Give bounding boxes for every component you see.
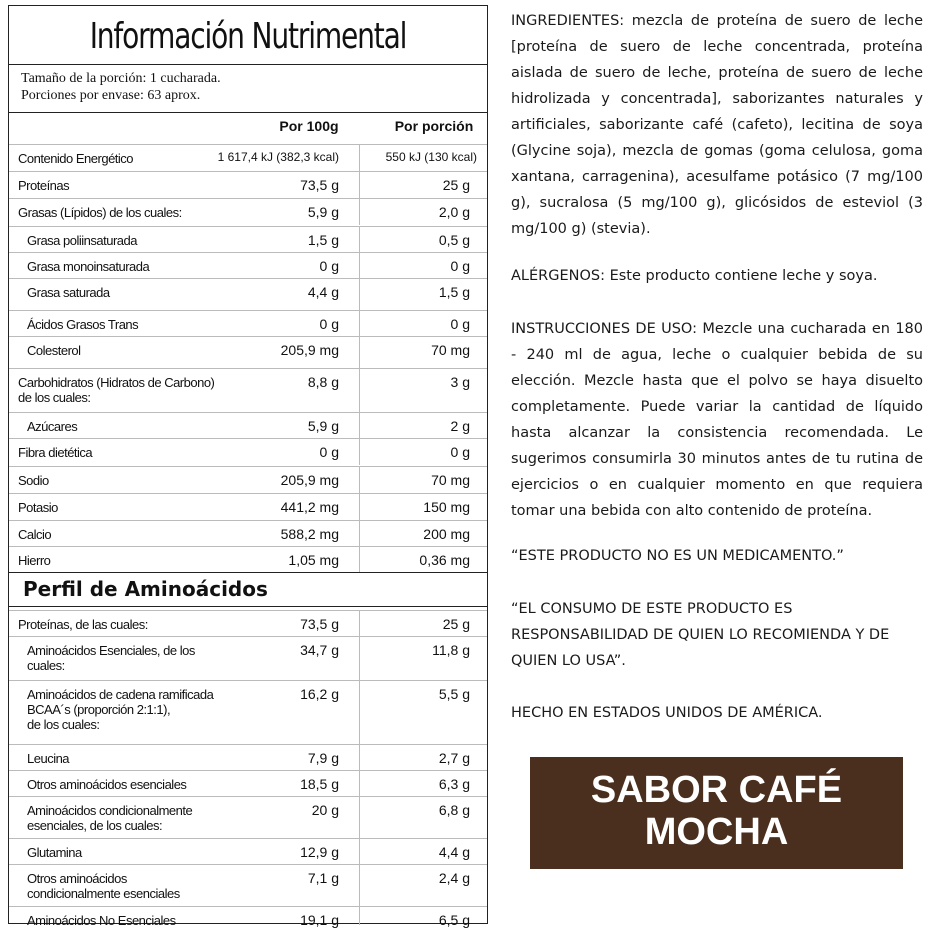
amino-label-line: Aminoácidos de cadena ramificada — [27, 687, 214, 702]
column-divider — [359, 369, 360, 413]
amino-label-line: condicionalmente esenciales — [27, 886, 180, 901]
nutrient-value-per-100g: 0 g — [319, 258, 339, 274]
nutrient-value-per-100g: 5,9 g — [307, 204, 339, 220]
column-divider — [359, 279, 360, 311]
amino-label-line: de los cuales: — [27, 717, 100, 732]
amino-row — [9, 838, 487, 865]
flavor-line-2: MOCHA — [644, 811, 789, 853]
amino-value-per-serving: 6,5 g — [438, 912, 470, 928]
nutrient-label — [27, 343, 81, 358]
nutrient-row — [9, 546, 487, 573]
amino-label-line: Glutamina — [27, 845, 82, 860]
nutrient-value-per-serving: 0 g — [450, 444, 470, 460]
servings-per-container: Porciones por envase: 63 aprox. — [21, 88, 201, 103]
column-divider — [359, 681, 360, 745]
amino-label-line: Leucina — [27, 751, 70, 766]
nutrient-value-per-100g: 1,5 g — [307, 232, 339, 248]
amino-row — [9, 680, 487, 745]
column-divider — [359, 145, 360, 171]
amino-value-per-100g: 73,5 g — [300, 616, 339, 632]
nutrient-label — [18, 500, 58, 515]
amino-label-line: Otros aminoácidos esenciales — [27, 777, 187, 792]
nutrient-value-per-serving: 70 mg — [431, 342, 470, 358]
amino-row — [9, 610, 487, 637]
nutrient-label-line: Contenido Energético — [18, 151, 134, 166]
column-divider — [359, 745, 360, 771]
nutrient-label-line: Proteínas — [18, 178, 70, 193]
nutrient-row — [9, 520, 487, 547]
made-in-text: HECHO EN ESTADOS UNIDOS DE AMÉRICA. — [511, 705, 823, 721]
amino-value-per-100g: 12,9 g — [300, 844, 339, 860]
amino-value-per-100g: 19,1 g — [300, 912, 339, 928]
nutrient-value-per-serving: 3 g — [450, 374, 470, 390]
nutrition-title: Información Nutrimental — [89, 16, 407, 57]
amino-row — [9, 744, 487, 771]
amino-value-per-100g: 34,7 g — [300, 642, 339, 658]
nutrient-row — [9, 171, 487, 198]
nutrient-label-line: Grasa monoinsaturada — [27, 259, 150, 274]
amino-value-per-serving: 5,5 g — [438, 686, 470, 702]
nutrient-label — [27, 317, 138, 332]
nutrient-value-per-serving: 0,36 mg — [419, 552, 470, 568]
column-divider — [359, 337, 360, 369]
amino-label-line: esenciales, de los cuales: — [27, 818, 163, 833]
nutrient-row — [9, 466, 487, 493]
nutrient-label-line: de los cuales: — [18, 390, 91, 405]
not-medicine-text: “ESTE PRODUCTO NO ES UN MEDICAMENTO.” — [511, 548, 844, 564]
column-divider — [359, 253, 360, 279]
nutrient-label — [18, 151, 133, 166]
column-divider — [359, 797, 360, 839]
nutrient-label — [27, 419, 77, 434]
nutrient-row — [9, 412, 487, 439]
column-divider — [359, 199, 360, 225]
nutrient-value-per-serving: 200 mg — [423, 526, 470, 542]
amino-label — [27, 803, 192, 833]
amino-value-per-100g: 16,2 g — [300, 686, 339, 702]
column-divider — [359, 413, 360, 439]
amino-label-line: Otros aminoácidos — [27, 871, 127, 886]
nutrient-row — [9, 252, 487, 279]
nutrient-value-per-serving: 0,5 g — [438, 232, 470, 248]
nutrient-value-per-serving: 150 mg — [423, 499, 470, 515]
column-divider — [359, 771, 360, 797]
col-per-100g: Por 100g — [279, 118, 339, 134]
column-divider — [359, 547, 360, 573]
nutrient-label — [18, 553, 50, 568]
column-divider — [359, 494, 360, 520]
amino-label — [18, 617, 148, 632]
amino-label — [27, 751, 69, 766]
column-divider — [359, 227, 360, 253]
nutrient-value-per-100g: 1 617,4 kJ (382,3 kcal) — [217, 150, 339, 164]
amino-value-per-serving: 6,3 g — [438, 776, 470, 792]
amino-label — [27, 777, 186, 792]
nutrient-row — [9, 368, 487, 413]
nutrient-value-per-serving: 2 g — [450, 418, 470, 434]
title-divider — [9, 64, 487, 65]
ingredients-text: INGREDIENTES: mezcla de proteína de suero de leche [proteína de suero de leche concentrada, proteína aislada de suero de leche, proteína de suero de leche hidrolizada y concentrada], saborizantes naturales y artificiales, saborizante café (cafeto), lecitina de soya (Glycine soja), mezcla de gomas (goma celulosa, goma xantana, carragenina), acesulfame potásico (7 mg/100 g), sucralosa (5 mg/100 g), glicósidos de esteviol (3 mg/100 g) (stevia). — [511, 13, 923, 237]
nutrient-label — [27, 259, 149, 274]
amino-label-line: Aminoácidos Esenciales, de los — [27, 643, 195, 658]
column-header-row — [9, 118, 487, 140]
amino-divider-top — [9, 572, 487, 573]
nutrient-row — [9, 226, 487, 253]
amino-label-line: Aminoácidos condicionalmente — [27, 803, 193, 818]
nutrient-label — [27, 233, 137, 248]
nutrient-row — [9, 144, 487, 171]
amino-label-line: Aminoácidos No Esenciales — [27, 913, 176, 928]
amino-value-per-100g: 18,5 g — [300, 776, 339, 792]
column-divider — [359, 311, 360, 337]
column-divider — [359, 439, 360, 465]
nutrient-value-per-100g: 4,4 g — [307, 284, 339, 300]
amino-label-line: Proteínas, de las cuales: — [18, 617, 148, 632]
nutrient-label — [18, 445, 92, 460]
serving-info — [21, 70, 221, 104]
amino-label — [27, 845, 82, 860]
column-divider — [359, 611, 360, 637]
nutrient-label — [27, 285, 110, 300]
amino-value-per-serving: 2,4 g — [438, 870, 470, 886]
amino-value-per-serving: 4,4 g — [438, 844, 470, 860]
nutrient-label-line: Grasas (Lípidos) de los cuales: — [18, 205, 182, 220]
amino-section-title: Perfil de Aminoácidos — [23, 577, 268, 601]
column-divider — [359, 172, 360, 198]
flavor-line-1: SABOR CAFÉ — [590, 769, 843, 811]
amino-value-per-serving: 2,7 g — [438, 750, 470, 766]
flavor-badge — [530, 757, 903, 869]
amino-label — [27, 643, 195, 673]
nutrient-row — [9, 278, 487, 311]
nutrition-facts-panel — [8, 5, 488, 928]
column-divider — [359, 907, 360, 925]
nutrient-value-per-serving: 2,0 g — [438, 204, 470, 220]
nutrient-label-line: Grasa saturada — [27, 285, 110, 300]
nutrient-label-line: Potasio — [18, 500, 58, 515]
column-divider — [359, 637, 360, 681]
nutrient-value-per-100g: 0 g — [319, 444, 339, 460]
amino-value-per-100g: 7,1 g — [307, 870, 339, 886]
nutrient-label-line: Fibra dietética — [18, 445, 93, 460]
amino-value-per-serving: 25 g — [442, 616, 470, 632]
column-divider — [359, 521, 360, 547]
nutrient-value-per-100g: 441,2 mg — [280, 499, 339, 515]
column-divider — [359, 467, 360, 493]
amino-label — [27, 871, 180, 901]
nutrient-value-per-100g: 205,9 mg — [280, 472, 339, 488]
nutrient-label — [18, 473, 49, 488]
responsibility-text: “EL CONSUMO DE ESTE PRODUCTO ES RESPONSABILIDAD DE QUIEN LO RECOMIENDA Y DE QUIEN LO USA”. — [511, 601, 890, 669]
nutrient-value-per-serving: 0 g — [450, 316, 470, 332]
amino-label — [27, 687, 213, 732]
nutrient-label-line: Grasa poliinsaturada — [27, 233, 137, 248]
amino-row — [9, 636, 487, 681]
nutrient-value-per-serving: 25 g — [442, 177, 470, 193]
amino-label-line: BCAA´s (proporción 2:1:1), — [27, 702, 171, 717]
nutrient-value-per-100g: 8,8 g — [307, 374, 339, 390]
amino-row — [9, 770, 487, 797]
amino-value-per-serving: 11,8 g — [432, 642, 470, 658]
amino-row — [9, 906, 487, 928]
amino-row — [9, 864, 487, 907]
serving-divider — [9, 112, 487, 113]
nutrient-value-per-100g: 1,05 mg — [288, 552, 339, 568]
column-divider — [359, 839, 360, 865]
nutrient-label-line: Sodio — [18, 473, 49, 488]
column-divider — [359, 865, 360, 907]
nutrient-value-per-100g: 588,2 mg — [280, 526, 339, 542]
nutrient-value-per-serving: 550 kJ (130 kcal) — [385, 150, 477, 164]
nutrient-value-per-100g: 205,9 mg — [280, 342, 339, 358]
nutrient-row — [9, 493, 487, 520]
nutrient-label — [18, 205, 182, 220]
nutrient-label — [18, 375, 214, 405]
nutrient-label — [18, 178, 69, 193]
serving-size: Tamaño de la porción: 1 cucharada. — [21, 71, 221, 86]
nutrient-value-per-100g: 5,9 g — [307, 418, 339, 434]
amino-value-per-100g: 7,9 g — [307, 750, 339, 766]
nutrient-value-per-100g: 73,5 g — [300, 177, 339, 193]
nutrient-row — [9, 438, 487, 465]
nutrient-value-per-serving: 0 g — [450, 258, 470, 274]
nutrient-row — [9, 336, 487, 369]
col-per-serving: Por porción — [394, 118, 474, 134]
nutrient-value-per-100g: 0 g — [319, 316, 339, 332]
nutrient-label-line: Calcio — [18, 527, 52, 542]
nutrient-value-per-serving: 1,5 g — [438, 284, 470, 300]
nutrient-label — [18, 527, 51, 542]
amino-row — [9, 796, 487, 839]
instructions-text: INSTRUCCIONES DE USO: Mezcle una cucharada en 180 - 240 ml de agua, leche o cualquier bebida de su elección. Mezcle hasta que el polvo se haya disuelto completamente. Puede variar la cantidad de líquido hasta alcanzar la consistencia recomendada. Le sugerimos consumirla 30 minutos antes de tu rutina de ejercicios o en cualquier momento en que requiera tomar una bebida con alto contenido de proteína. — [511, 321, 923, 519]
amino-label-line: cuales: — [27, 658, 65, 673]
nutrient-row — [9, 198, 487, 225]
nutrient-row — [9, 310, 487, 337]
nutrient-label-line: Azúcares — [27, 419, 78, 434]
nutrient-label-line: Hierro — [18, 553, 51, 568]
amino-divider-bottom — [9, 606, 487, 607]
nutrient-value-per-serving: 70 mg — [431, 472, 470, 488]
nutrient-label-line: Ácidos Grasos Trans — [27, 317, 139, 332]
nutrient-label-line: Carbohidratos (Hidratos de Carbono) — [18, 375, 215, 390]
amino-value-per-serving: 6,8 g — [438, 802, 470, 818]
amino-value-per-100g: 20 g — [311, 802, 339, 818]
nutrient-label-line: Colesterol — [27, 343, 81, 358]
allergens-text: ALÉRGENOS: Este producto contiene leche y soya. — [511, 268, 878, 284]
amino-label — [27, 913, 176, 928]
